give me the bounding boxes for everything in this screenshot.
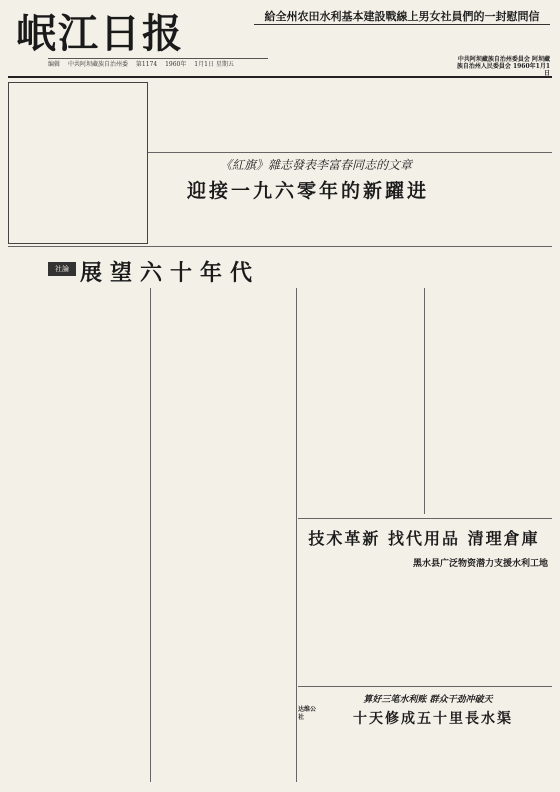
- top-story-column: [454, 28, 550, 58]
- editorial-badge: 社論: [48, 262, 76, 276]
- masthead: [8, 6, 552, 78]
- column-rule: [424, 288, 425, 514]
- nameplate: 岷江日报: [16, 10, 184, 57]
- issue-item: 1月1日 星期五: [194, 61, 234, 68]
- top-story-headline: 給全州农田水利基本建設戰線上男女社員們的一封慰問信: [254, 10, 550, 25]
- section-4-tag: 达维公社: [298, 706, 317, 721]
- section-4-title: 十天修成五十里長水渠: [353, 711, 513, 727]
- issue-item: 编辑: [48, 61, 61, 68]
- section-3-subtitle: 黑水县广泛物资潜力支援水利工地: [412, 559, 548, 569]
- column-rule: [150, 288, 151, 782]
- column-rule: [296, 288, 297, 782]
- section-3-title: 技术革新 找代用品 清理倉庫: [308, 529, 540, 548]
- section-4-kicker: 算好三笔水利账 群众干劲冲破天: [363, 695, 493, 705]
- section-divider: [298, 686, 552, 687]
- section-1-title: 迎接一九六零年的新躍进: [186, 180, 429, 202]
- newspaper-page: [8, 6, 552, 786]
- section-divider: [298, 518, 552, 519]
- section-1-kicker: 《紅旗》雜志發表李富春同志的文章: [219, 158, 412, 172]
- left-note-box: [8, 82, 148, 244]
- issue-line: [48, 58, 268, 75]
- issue-item: 第1174: [135, 61, 158, 68]
- issue-item: 1960年: [165, 61, 187, 68]
- top-story-column: [354, 28, 450, 58]
- issue-item: 中共阿坝藏族自治州委: [67, 61, 128, 68]
- top-story-column: [254, 28, 350, 58]
- section-divider: [8, 246, 552, 247]
- top-story-signature: 中共阿坝藏族自治州委員会 阿坝藏族自治州人民委員会 1960年1月1日: [456, 56, 550, 77]
- section-2-title: 展望六十年代: [80, 260, 261, 286]
- section-divider: [148, 152, 552, 153]
